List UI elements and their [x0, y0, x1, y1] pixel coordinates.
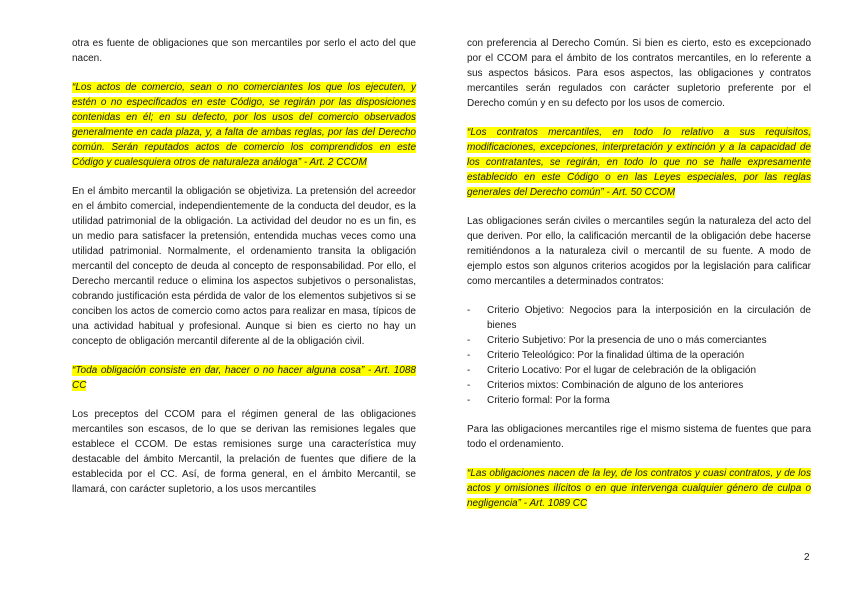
highlighted-quote: “Los contratos mercantiles, en todo lo relativo a sus requisitos, modificaciones, excepciones, interpretación y extinción y a la capacidad de los contratantes, se regirán, en todo lo que no se halle expresamente establecido en este Código o en las Leyes especiales, por las reglas generales del Derecho común” - Art. 50 CCOM: [467, 127, 811, 198]
list-item: - Criterio Locativo: Por el lugar de celebración de la obligación: [467, 363, 811, 378]
page-number: 2: [804, 552, 810, 563]
highlighted-quote: “Los actos de comercio, sean o no comerciantes los que los ejecuten, y estén o no especificados en este Código, se regirán por las disposiciones contenidas en él; en su defecto, por los usos del comercio observados generalmente en cada plaza, y, a falta de ambas reglas, por las del Derecho común. Serán reputados actos de comercio los comprendidos en este Código y cualesquiera otros de naturaleza análoga” - Art. 2 CCOM: [72, 82, 416, 168]
fuentes-paragraph: Para las obligaciones mercantiles rige el mismo sistema de fuentes que para todo el ordenamiento.: [467, 424, 811, 450]
continuation-paragraph: con preferencia al Derecho Común. Si bien es cierto, esto es excepcionado por el CCOM para el ámbito de los contratos mercantiles, en lo referente a sus aspectos básicos. Para esos aspectos, las obligaciones y contratos mercantiles serán regulados con carácter supletorio preferente por el Derecho común y en su defecto por los usos de comercio.: [467, 38, 811, 109]
intro-paragraph: otra es fuente de obligaciones que son mercantiles por serlo el acto del que nacen.: [72, 38, 416, 64]
quote-art-50-ccom: [467, 125, 811, 200]
list-item: - Criterios mixtos: Combinación de alguno de los anteriores: [467, 378, 811, 393]
highlighted-quote: “Las obligaciones nacen de la ley, de los contratos y cuasi contratos, y de los actos y omisiones ilícitos o en que intervenga cualquier género de culpa o negligencia” - Art. 1089 CC: [467, 468, 811, 509]
quote-art-2-ccom: [72, 80, 416, 170]
left-column: [72, 36, 416, 497]
highlighted-quote: “Toda obligación consiste en dar, hacer o no hacer alguna cosa” - Art. 1088 CC: [72, 365, 416, 391]
criteria-list: [467, 303, 811, 408]
list-item: - Criterio Objetivo: Negocios para la interposición en la circulación de bienes: [467, 303, 811, 333]
list-item: - Criterio Teleológico: Por la finalidad última de la operación: [467, 348, 811, 363]
quote-art-1089-cc: [467, 466, 811, 511]
list-item: - Criterio formal: Por la forma: [467, 393, 811, 408]
objetiviza-paragraph: En el ámbito mercantil la obligación se objetiviza. La pretensión del acreedor en el ámbito comercial, independientemente de la conducta del deudor, es la utilidad patrimonial de la obligación. La actividad del deudor no es un fin, es un medio para satisfacer la pretensión, entendida muchas veces como una utilidad patrimonial. Normalmente, el ordenamiento transita la obligación mercantil del concepto de deuda al concepto de responsabilidad. Por ello, el Derecho mercantil reduce o elimina los aspectos subjetivos o personalistas, cobrando justificación esta pérdida de valor de los elementos subjetivos si se conciben los actos de comercio como actos para realizar en masa, típicos de una actividad habitual y profesional. Aunque si bien es cierto no hay un concepto de obligación mercantil diferente al de la obligación civil.: [72, 186, 416, 347]
preceptos-paragraph: Los preceptos del CCOM para el régimen general de las obligaciones mercantiles son escasos, de lo que se derivan las remisiones legales que establece el CCOM. De estas remisiones surge una característica muy destacable del ámbito Mercantil, la prelación de fuentes que difiere de la establecida por el CC. Así, de forma general, en el ámbito Mercantil, se llamará, con carácter supletorio, a los usos mercantiles: [72, 409, 416, 495]
list-item: - Criterio Subjetivo: Por la presencia de uno o más comerciantes: [467, 333, 811, 348]
quote-art-1088-cc: [72, 363, 416, 393]
right-column: [467, 36, 811, 511]
civiles-paragraph: Las obligaciones serán civiles o mercantiles según la naturaleza del acto del que deriven. Por ello, la calificación mercantil de la obligación debe hacerse remitiéndonos a la naturaleza civil o mercantil de su fuente. A modo de ejemplo estos son algunos criterios acogidos por la legislación para calificar como mercantiles a determinados contratos:: [467, 216, 811, 287]
